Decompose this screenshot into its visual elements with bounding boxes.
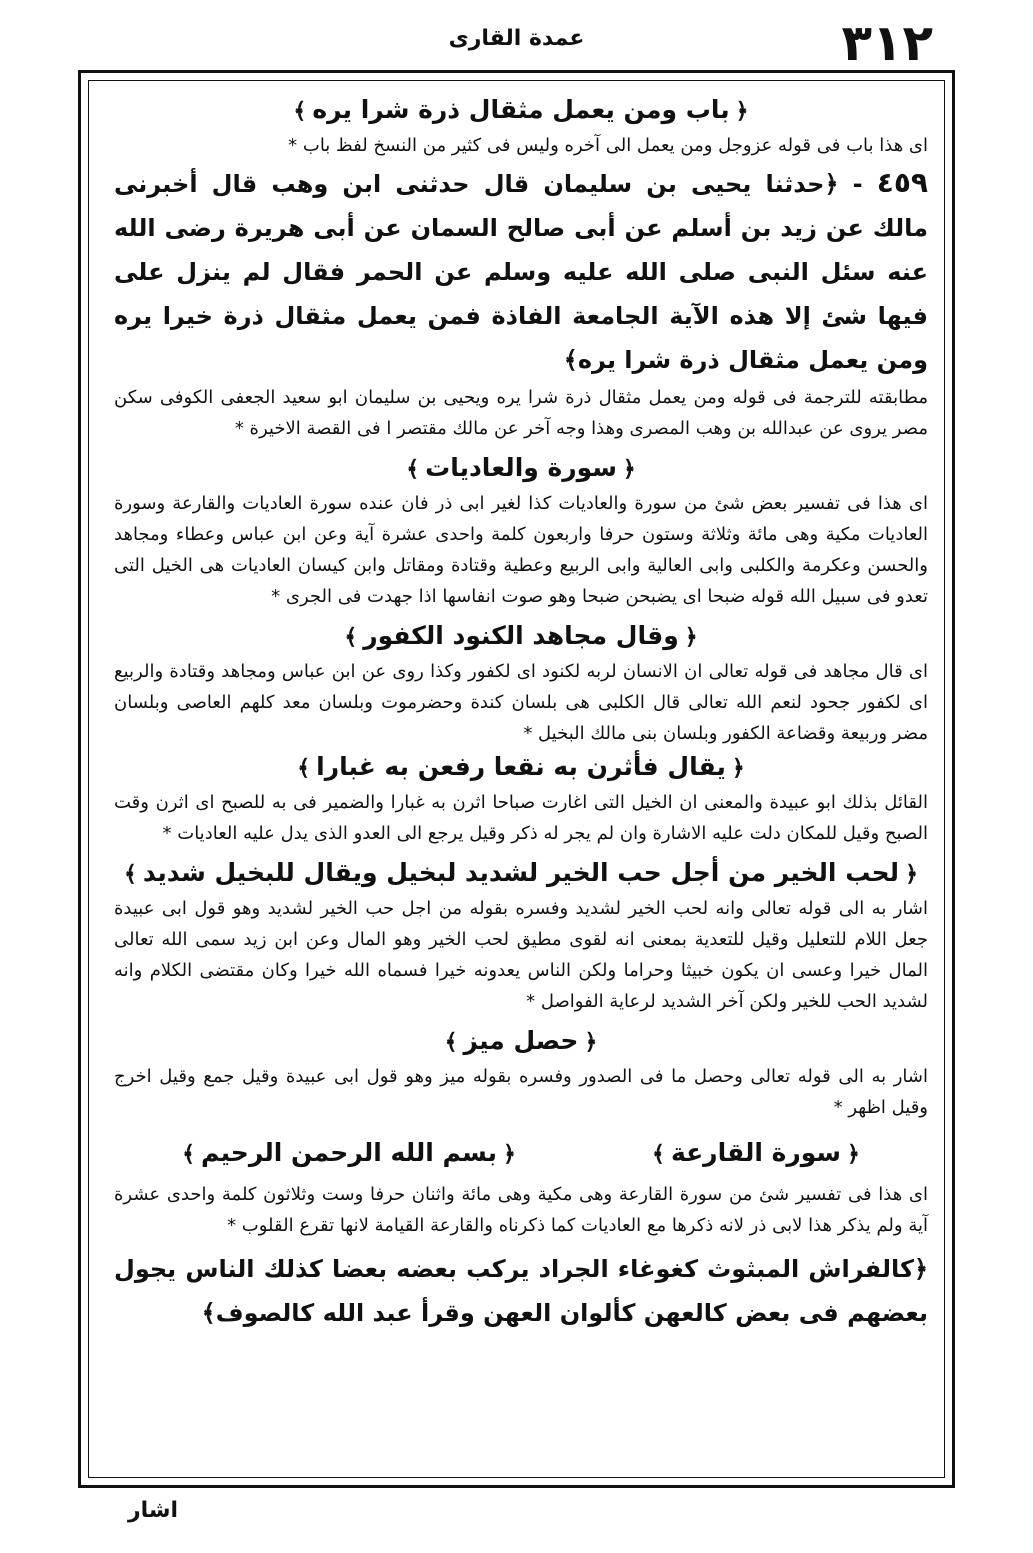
close-ornament-icon: ﴾ [444, 1030, 458, 1055]
surah-adiyat-heading-text: سورة والعاديات [425, 453, 617, 482]
basmala-text: بسم الله الرحمن الرحيم [201, 1138, 497, 1167]
close-ornament-icon: ﴾ [406, 457, 420, 482]
open-ornament-icon: ﴿ [913, 1255, 928, 1283]
hadith-number: ٤٥٩ [876, 166, 929, 199]
mujahid-commentary: اى قال مجاهد فى قوله تعالى ان الانسان لربه لكنود اى لكفور وكذا روى عن ابن عباس ومجاهد وقتادة والربيع اى لكفور جحود لنعم الله تعالى قال الكلبى هى بلسان كندة وحضرموت وبلسان معد كلهم العاصى وبلسان مضر وربيعة وقضاعة الكفور وبلسان بنى مالك البخيل * [114, 661, 928, 744]
catchword: اشار [128, 1498, 179, 1523]
close-ornament-icon: ﴾ [652, 1142, 665, 1167]
close-ornament-icon: ﴾ [201, 1299, 216, 1327]
yuqal-heading [114, 749, 928, 787]
open-ornament-icon: ﴿ [905, 862, 918, 887]
running-head: عمدة القارى [448, 26, 585, 51]
surah-adiyat-heading [114, 450, 928, 488]
hussila-commentary: اشار به الى قوله تعالى وحصل ما فى الصدور وفسره بقوله ميز وهو قول ابى عبيدة وقيل جمع وقيل اخرج وقيل اظهر * [114, 1066, 928, 1118]
hubb-commentary: اشار به الى قوله تعالى وانه لحب الخير لشديد وفسره بقوله من اجل حب الخير لشديد وهو قول ابى عبيدة جعل اللام للتعليل وقيل للتعدية بمعنى انه لقوى مطيق لحب الخير وهو المال وعن ابن زيد سمى الله تعالى المال خيرا وعسى ان يكون خبيثا وحراما ولكن الناس يعدونه خيرا فسماه الله خيرا وكان مقتضى الكلام وانه لشديد الحب للخير ولكن آخر الشديد لرعاية الفواصل * [114, 898, 928, 1012]
yuqal-commentary: القائل بذلك ابو عبيدة والمعنى ان الخيل التى اغارت صباحا اثرن به غبارا والضمير فى به للصبح اى اثرن وقت الصبح وقيل للمكان دلت عليه الاشارة وان لم يجر له ذكر وقيل يرجع الى العدو الذى يدل عليه العاديات * [114, 792, 928, 844]
close-ornament-icon: ﴾ [124, 862, 137, 887]
mujahid-heading-text: وقال مجاهد الكنود الكفور [363, 621, 679, 650]
farash-text: كالفراش المبثوث كغوغاء الجراد يركب بعضه بعضا كذلك الناس يجول بعضهم فى بعض كالعهن كألوان العهن وقرأ عبد الله كالصوف [114, 1255, 928, 1327]
open-ornament-icon: ﴿ [584, 1030, 598, 1055]
open-ornament-icon: ﴿ [731, 756, 745, 781]
close-ornament-icon: ﴾ [344, 625, 358, 650]
open-ornament-icon: ﴿ [847, 1142, 860, 1167]
open-ornament-icon: ﴿ [684, 625, 698, 650]
bab-heading [114, 92, 928, 130]
page-number: ٣١٢ [841, 14, 933, 72]
hadith-text: حدثنا يحيى بن سليمان قال حدثنى ابن وهب قال أخبرنى مالك عن زيد بن أسلم عن أبى صالح السمان عن أبى هريرة رضى الله عنه سئل النبى صلى الله عليه وسلم عن الحمر فقال لم ينزل على فيها شئ إلا هذه الآية الجامعة الفاذة فمن يعمل مثقال ذرة خيرا يره ومن يعمل مثقال ذرة شرا يره [114, 170, 928, 374]
qariah-heading [646, 1135, 866, 1173]
open-ornament-icon: ﴿ [824, 170, 839, 198]
hubb-heading [114, 855, 928, 893]
hadith-block: ٤٥٩ - ﴿حدثنا يحيى بن سليمان قال حدثنى ابن وهب قال أخبرنى مالك عن زيد بن أسلم عن أبى صالح السمان عن أبى هريرة رضى الله عنه سئل النبى صلى الله عليه وسلم عن الحمر فقال لم ينزل على فيها شئ إلا هذه الآية الجامعة الفاذة فمن يعمل مثقال ذرة خيرا يره ومن يعمل مثقال ذرة شرا يره﴾ [114, 166, 929, 374]
close-ornament-icon: ﴾ [293, 99, 307, 124]
yuqal-heading-text: يقال فأثرن به نقعا رفعن به غبارا [316, 752, 726, 781]
open-ornament-icon: ﴿ [502, 1142, 516, 1167]
bab-heading-text: باب ومن يعمل مثقال ذرة شرا يره [312, 95, 730, 124]
qariah-commentary: اى هذا فى تفسير شئ من سورة القارعة وهى مكية وهى مائة واثنان حرفا وست وثلاثون كلمة واحدى عشرة آية ولم يذكر هذا لابى ذر لانه ذكرها مع العاديات كما ذكرناه والقارعة القيامة لانها تقرع القلوب * [114, 1184, 928, 1236]
qariah-heading-text: سورة القارعة [670, 1138, 842, 1167]
page-content [114, 92, 928, 1335]
close-ornament-icon: ﴾ [182, 1142, 195, 1167]
close-ornament-icon: ﴾ [563, 346, 578, 374]
close-ornament-icon: ﴾ [297, 756, 311, 781]
farash-verse [114, 1247, 928, 1335]
basmala-heading [176, 1135, 522, 1173]
hadith-commentary: مطابقته للترجمة فى قوله ومن يعمل مثقال ذرة شرا يره ويحيى بن سليمان ابو سعيد الجعفى الكوفى سكن مصر يروى عن عبدالله بن وهب المصرى وهذا وجه آخر عن مالك مقتصر ا فى القصة الاخيرة * [114, 387, 928, 439]
open-ornament-icon: ﴿ [735, 99, 749, 124]
bab-commentary: اى هذا باب فى قوله عزوجل ومن يعمل الى آخره وليس فى كثير من النسخ لفظ باب * [288, 135, 928, 156]
hubb-heading-text: لحب الخير من أجل حب الخير لشديد لبخيل ويقال للبخيل شديد [142, 858, 900, 887]
hussila-heading [114, 1023, 928, 1061]
hussila-heading-text: حصل ميز [463, 1026, 579, 1055]
open-ornament-icon: ﴿ [622, 457, 636, 482]
mujahid-heading [114, 618, 928, 656]
qariah-heading-row [114, 1135, 928, 1173]
surah-adiyat-commentary: اى هذا فى تفسير بعض شئ من سورة والعاديات كذا لغير ابى ذر فان عنده سورة العاديات والقارعة وسورة العاديات مكية وهى مائة وثلاثة وستون حرفا واربعون كلمة واحدى عشرة آية وعن ابن عباس وعطاء ومجاهد والحسن وعكرمة والكلبى وابى العالية وابى الربيع وعطية وقتادة ومقاتل وابن كيسان العاديات هى الخيل التى تعدو فى سبيل الله قوله ضبحا اى يضبحن ضبحا وهو صوت انفاسها اذا جهدت فى الجرى * [114, 493, 928, 607]
